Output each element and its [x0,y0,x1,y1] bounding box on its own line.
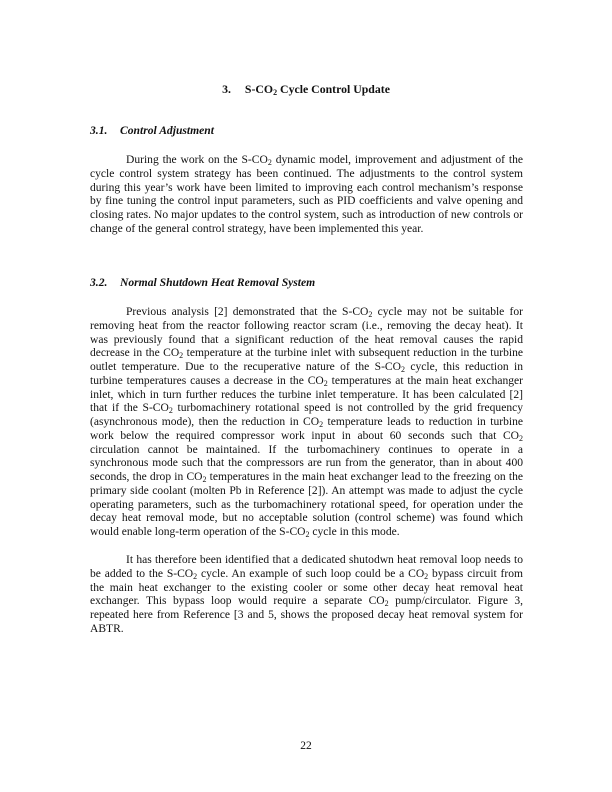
chapter-title-text: $S-CO_2$ Cycle Control Update [244,82,390,97]
chapter-number: 3. [222,82,231,96]
subscript: 2 [168,406,173,416]
section-number: 3.2. [90,276,108,289]
subscript: 2 [384,599,389,609]
subscript: 2 [193,571,198,581]
section-title: Normal Shutdown Heat Removal System [120,276,316,289]
subscript: 2 [400,365,405,374]
subscript: 2 [323,378,328,388]
subscript: 2 [202,475,207,484]
section-3-2-paragraph-2: It has therefore been identified that a dedicated shutodwn heat removal loop needs to be added to the $S-CO_2$ cycle. An example of such loop could be a $CO_2$ bypass circuit from the main heat exchanger to the existing cooler or some other decay heat removal heat exchanger. This bypass loop would require a separate $CO_2$ pump/circulator. Figure 3, repeated here from Reference [3 and 5, shows the proposed decay heat removal system for ABTR. [90,554,523,635]
section-3-1-heading [90,124,214,137]
subscript: 2 [179,351,184,361]
section-title: Control Adjustment [120,124,214,137]
subscript: 2 [424,571,429,581]
section-3-2-heading [90,276,315,289]
subscript: 2 [267,158,272,167]
subscript: 2 [368,310,373,319]
section-3-2-paragraph-1: Previous analysis [2] demonstrated that the $S-CO_2$ cycle may not be suitable for removing heat from the reactor following reactor scram (i.e., removing the decay heat). It was previously found that a significant reduction of the heat removal causes the rapid decrease in the $CO_2$ temperature at the turbine inlet with subsequent reduction in the turbine outlet temperature. Due to the recuperative nature of the $S-CO_2$ cycle, this reduction in turbine temperatures causes a decrease in the $CO_2$ temperatures at the main heat exchanger inlet, which in turn further reduces the turbine inlet temperature. It has been calculated [2] that if the $S-CO_2$ turbomachinery rotational speed is not controlled by the grid frequency (asynchronous mode), then the reduction in $CO_2$ temperature leads to reduction in turbine work below the required compressor work input in about 60 seconds such that $CO_2$ circulation cannot be maintained. If the turbomachinery continues to operate in a synchronous mode such that the compressors are run from the generator, than in about 400 seconds, the drop in $CO_2$ temperatures in the main heat exchanger lead to the freezing on the primary side coolant (molten Pb in Reference [2]). An attempt was made to adjust the cycle operating parameters, such as the turbomachinery rotational speed, for operation under the decay heat removal mode, but no acceptable solution (control scheme) was found which would enable long-term operation of the $S-CO_2$ cycle in this mode. [90,306,524,539]
page-number: 22 [300,740,312,752]
subscript: 2 [519,433,523,443]
chapter-heading [0,82,612,97]
subscript: 2 [305,530,310,539]
section-number: 3.1. [90,124,108,137]
section-3-1-paragraph: During the work on the $S-CO_2$ dynamic model, improvement and adjustment of the cycle control system strategy has been continued. The adjustments to the control system during this year’s work have been limited to improving each control mechanism’s response by fine tuning the control input parameters, such as PID coefficients and valve opening and closing rates. No major updates to the control system, such as introduction of new controls or change of the general control strategy, have been implemented this year. [90,154,523,235]
subscript: 2 [319,420,324,429]
